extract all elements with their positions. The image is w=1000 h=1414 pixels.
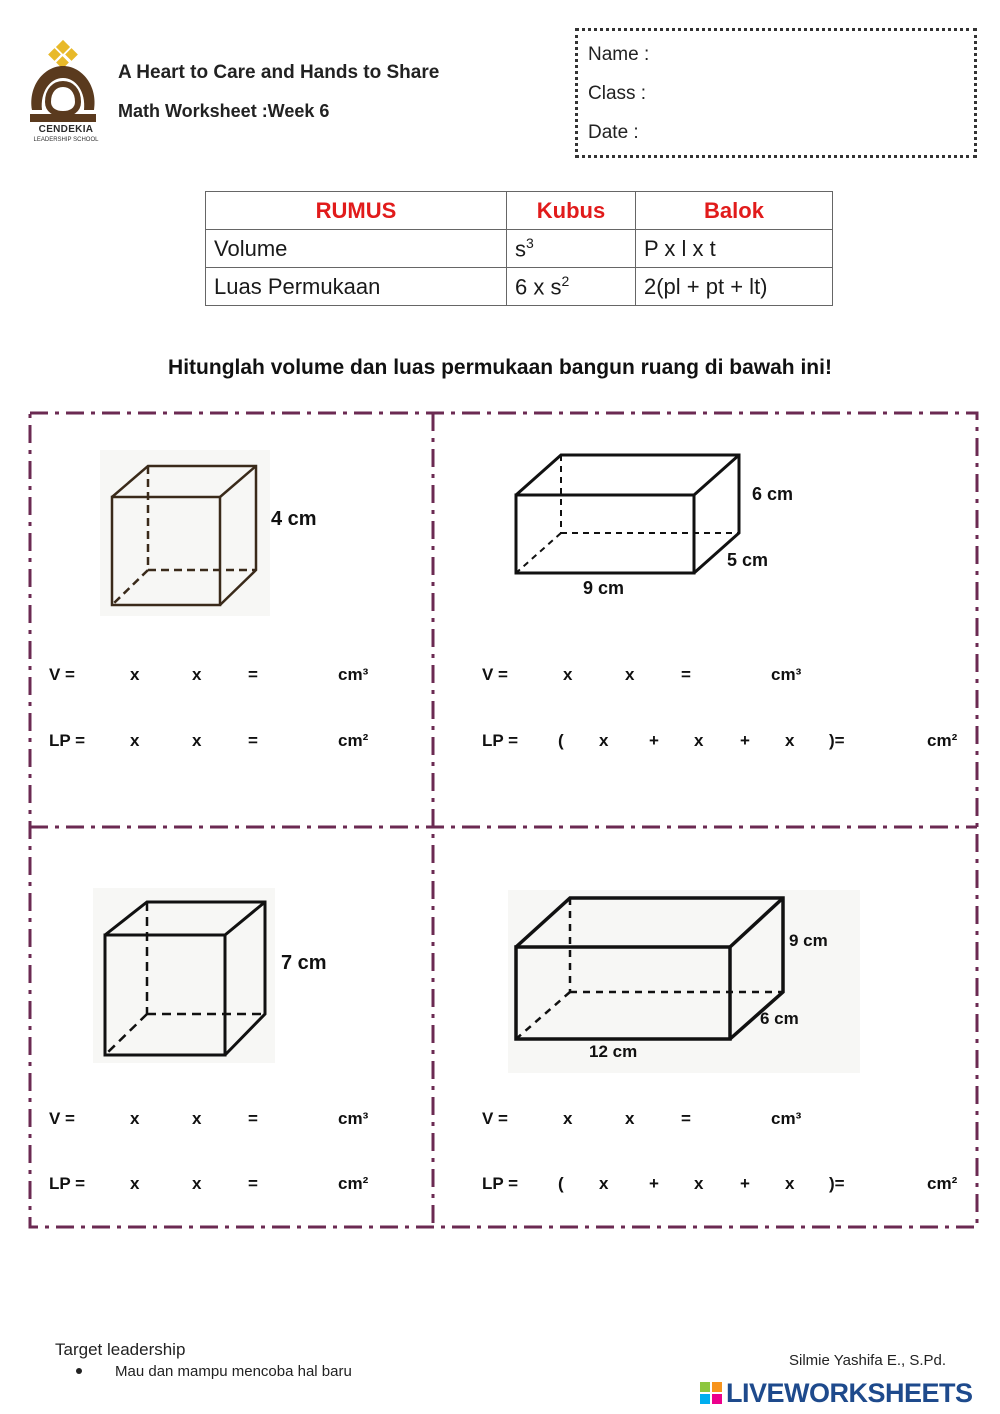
header-kubus: Kubus	[507, 192, 636, 230]
balok-formula: 2(pl + pt + lt)	[636, 268, 833, 306]
unit-label: cm²	[338, 731, 369, 750]
target-leadership-title: Target leadership	[55, 1340, 186, 1359]
equals-sign[interactable]: =	[681, 665, 691, 684]
date-field[interactable]: Date :	[588, 122, 639, 143]
cuboid-figure-2	[505, 447, 755, 582]
lp-label: LP =	[482, 1174, 519, 1193]
plus-sign[interactable]: +	[649, 731, 659, 750]
times-sign[interactable]: x	[192, 731, 202, 750]
unit-label: cm³	[338, 1109, 369, 1128]
plus-sign[interactable]: +	[740, 1174, 750, 1193]
teacher-name: Silmie Yashifa E., S.Pd.	[789, 1352, 947, 1369]
plus-sign[interactable]: +	[649, 1174, 659, 1193]
v-label: V =	[482, 665, 508, 684]
equals-sign[interactable]: =	[248, 665, 258, 684]
unit-label: cm³	[771, 665, 802, 684]
row-label: Luas Permukaan	[206, 268, 507, 306]
open-paren: (	[558, 1174, 564, 1193]
times-sign[interactable]: x	[625, 1109, 635, 1128]
equals-sign[interactable]: =	[681, 1109, 691, 1128]
liveworksheets-logo-icon	[700, 1382, 722, 1404]
unit-label: cm²	[338, 1174, 369, 1193]
times-sign[interactable]: x	[563, 1109, 573, 1128]
logo-name: CENDEKIA	[38, 124, 94, 135]
plus-sign[interactable]: +	[740, 731, 750, 750]
times-sign[interactable]: x	[130, 731, 140, 750]
close-paren-equals[interactable]: )=	[829, 1174, 845, 1193]
equals-sign[interactable]: =	[248, 1174, 258, 1193]
times-sign[interactable]: x	[192, 1109, 202, 1128]
header-balok: Balok	[636, 192, 833, 230]
unit-label: cm³	[338, 665, 369, 684]
times-sign[interactable]: x	[192, 1174, 202, 1193]
bullet-icon	[76, 1368, 82, 1374]
times-sign[interactable]: x	[563, 665, 573, 684]
liveworksheets-brand[interactable]: LIVEWORKSHEETS	[726, 1378, 973, 1408]
dimension-label-height: 6 cm	[752, 484, 794, 504]
times-sign[interactable]: x	[130, 665, 140, 684]
dimension-label: 7 cm	[281, 952, 327, 974]
kubus-formula: $s^3$	[507, 230, 636, 268]
equals-sign[interactable]: =	[248, 1109, 258, 1128]
dimension-label-length: 9 cm	[583, 578, 625, 598]
header-rumus: RUMUS	[206, 192, 507, 230]
dimension-label-length: 12 cm	[589, 1042, 638, 1061]
close-paren-equals[interactable]: )=	[829, 731, 845, 750]
unit-label: cm³	[771, 1109, 802, 1128]
times-sign[interactable]: x	[599, 1174, 609, 1193]
times-sign[interactable]: x	[785, 1174, 795, 1193]
v-label: V =	[482, 1109, 508, 1128]
school-tagline: A Heart to Care and Hands to Share	[118, 62, 440, 83]
times-sign[interactable]: x	[599, 731, 609, 750]
times-sign[interactable]: x	[192, 665, 202, 684]
times-sign[interactable]: x	[130, 1174, 140, 1193]
times-sign[interactable]: x	[130, 1109, 140, 1128]
v-label: V =	[49, 1109, 75, 1128]
lp-label: LP =	[49, 1174, 86, 1193]
logo-subtext: LEADERSHIP SCHOOL	[33, 137, 99, 143]
times-sign[interactable]: x	[785, 731, 795, 750]
kubus-formula: 6 x $s^2$	[507, 268, 636, 306]
open-paren: (	[558, 731, 564, 750]
times-sign[interactable]: x	[625, 665, 635, 684]
dimension-label-height: 9 cm	[789, 931, 828, 950]
class-field[interactable]: Class :	[588, 83, 647, 104]
worksheet-title: Math Worksheet :Week 6	[118, 101, 330, 121]
balok-formula: P x l x t	[636, 230, 833, 268]
equals-sign[interactable]: =	[248, 731, 258, 750]
times-sign[interactable]: x	[694, 1174, 704, 1193]
cube-figure-3	[93, 888, 278, 1063]
name-field[interactable]: Name :	[588, 44, 650, 65]
unit-label: cm²	[927, 731, 958, 750]
row-label: Volume	[206, 230, 507, 268]
cube-figure-1	[100, 450, 280, 620]
target-leadership-item: Mau dan mampu mencoba hal baru	[115, 1363, 352, 1380]
cuboid-figure-4	[508, 890, 863, 1075]
v-label: V =	[49, 665, 75, 684]
dimension-label: 4 cm	[271, 508, 317, 530]
dimension-label-width: 6 cm	[760, 1009, 799, 1028]
instruction: Hitunglah volume dan luas permukaan bangun ruang di bawah ini!	[168, 356, 832, 379]
dimension-label-width: 5 cm	[727, 550, 769, 570]
unit-label: cm²	[927, 1174, 958, 1193]
lp-label: LP =	[49, 731, 86, 750]
times-sign[interactable]: x	[694, 731, 704, 750]
lp-label: LP =	[482, 731, 519, 750]
